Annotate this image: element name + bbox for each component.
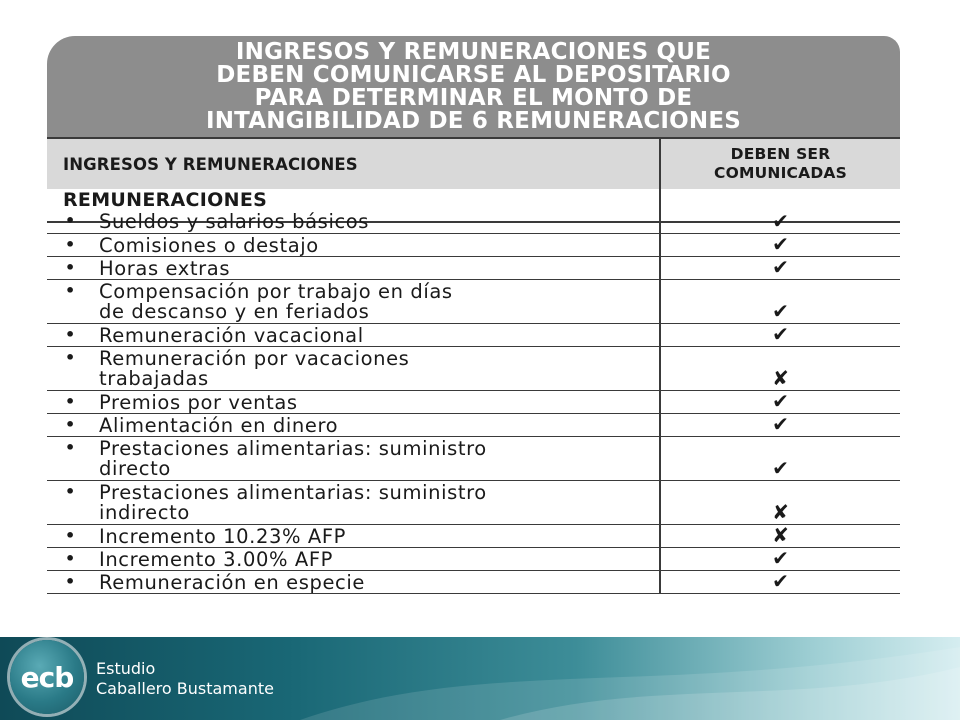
row-text-line1: Alimentación en dinero — [99, 414, 339, 437]
table-row — [47, 234, 900, 257]
table-row — [47, 324, 900, 347]
row-status-cell — [659, 481, 900, 524]
ecb-logo-text: ecb — [20, 660, 74, 694]
row-text-line1: Remuneración por vacaciones — [99, 347, 410, 370]
table-row — [47, 548, 900, 571]
bullet-icon: • — [65, 211, 76, 230]
row-label-cell — [47, 257, 659, 279]
table-row — [47, 414, 900, 437]
row-label-cell — [47, 481, 659, 524]
row-text-line1: Sueldos y salarios básicos — [99, 210, 370, 233]
checkmark-icon: ✔ — [772, 389, 789, 413]
bullet-icon: • — [65, 526, 76, 545]
bullet-icon: • — [65, 572, 76, 591]
bullet-icon: • — [65, 235, 76, 254]
row-status-cell — [659, 187, 900, 233]
cross-icon: ✘ — [772, 366, 789, 390]
row-label-cell — [47, 324, 659, 346]
checkmark-icon: ✔ — [772, 456, 789, 480]
table-row — [47, 187, 900, 234]
row-status-cell — [659, 571, 900, 593]
row-text-line1: Prestaciones alimentarias: suministro — [99, 437, 487, 460]
row-label-cell — [47, 437, 659, 480]
header-deben-ser-comunicadas — [659, 139, 900, 189]
bullet-icon: • — [65, 258, 76, 277]
row-status-cell — [659, 280, 900, 323]
table-row — [47, 347, 900, 391]
header-col2-line1: DEBEN SER — [730, 145, 831, 163]
table-body — [47, 187, 900, 610]
row-status-cell — [659, 257, 900, 279]
header-ingresos-label: INGRESOS Y REMUNERACIONES — [63, 154, 358, 174]
row-text-line1: Prestaciones alimentarias: suministro — [99, 481, 487, 504]
row-text-line1: Compensación por trabajo en días — [99, 280, 453, 303]
bullet-icon: • — [65, 438, 76, 457]
bullet-icon: • — [65, 549, 76, 568]
row-label-cell — [47, 571, 659, 593]
bullet-icon: • — [65, 281, 76, 300]
table-row — [47, 257, 900, 280]
row-status-cell — [659, 525, 900, 547]
row-label-cell — [47, 234, 659, 256]
cross-icon: ✘ — [772, 500, 789, 524]
footer-banner — [0, 637, 960, 720]
row-status-cell — [659, 347, 900, 390]
section-label-remuneraciones: REMUNERACIONES — [63, 189, 268, 211]
row-text-line2: trabajadas — [99, 367, 209, 390]
table-row — [47, 481, 900, 525]
row-label-cell — [47, 525, 659, 547]
bullet-icon: • — [65, 325, 76, 344]
checkmark-icon: ✔ — [772, 299, 789, 323]
table-row — [47, 525, 900, 548]
row-status-cell — [659, 234, 900, 256]
table-title-line: INGRESOS Y REMUNERACIONES QUE — [235, 38, 712, 65]
checkmark-icon: ✔ — [772, 322, 789, 346]
row-text-line1: Remuneración vacacional — [99, 324, 364, 347]
row-text-line1: Incremento 10.23% AFP — [99, 525, 347, 548]
table-title — [47, 36, 900, 137]
row-status-cell — [659, 391, 900, 413]
bullet-icon: • — [65, 348, 76, 367]
row-text-line1: Horas extras — [99, 257, 231, 280]
remuneraciones-table — [47, 36, 900, 610]
table-title-line: PARA DETERMINAR EL MONTO DE — [254, 84, 693, 111]
brand-line2: Caballero Bustamante — [96, 679, 274, 698]
header-ingresos — [47, 139, 659, 189]
row-label-cell — [47, 187, 659, 233]
header-col2-line2: COMUNICADAS — [714, 164, 847, 182]
table-row — [47, 437, 900, 481]
row-status-cell — [659, 414, 900, 436]
row-text-line1: Comisiones o destajo — [99, 234, 319, 257]
row-status-cell — [659, 437, 900, 480]
row-text-line2: de descanso y en feriados — [99, 300, 370, 323]
table-row — [47, 571, 900, 594]
checkmark-icon: ✔ — [772, 412, 789, 436]
table-title-line: INTANGIBILIDAD DE 6 REMUNERACIONES — [205, 107, 742, 134]
row-text-line2: indirecto — [99, 501, 190, 524]
checkmark-icon: ✔ — [772, 209, 789, 233]
brand-name — [96, 659, 274, 699]
row-label-cell — [47, 414, 659, 436]
row-label-cell — [47, 391, 659, 413]
row-text-line1: Incremento 3.00% AFP — [99, 548, 334, 571]
brand-line1: Estudio — [96, 659, 156, 678]
row-label-cell — [47, 347, 659, 390]
row-label-cell — [47, 280, 659, 323]
row-text-line1: Premios por ventas — [99, 391, 298, 414]
checkmark-icon: ✔ — [772, 255, 789, 279]
row-status-cell — [659, 324, 900, 346]
row-text-line2: directo — [99, 457, 171, 480]
row-text-line1: Remuneración en especie — [99, 571, 365, 594]
row-status-cell — [659, 548, 900, 570]
checkmark-icon: ✔ — [772, 569, 789, 593]
table-title-line: DEBEN COMUNICARSE AL DEPOSITARIO — [216, 61, 731, 88]
table-row — [47, 280, 900, 324]
cross-icon: ✘ — [772, 523, 789, 547]
bullet-icon: • — [65, 392, 76, 411]
table-row — [47, 391, 900, 414]
bullet-icon: • — [65, 482, 76, 501]
bullet-icon: • — [65, 415, 76, 434]
checkmark-icon: ✔ — [772, 546, 789, 570]
ecb-logo — [10, 640, 84, 714]
checkmark-icon: ✔ — [772, 232, 789, 256]
row-label-cell — [47, 548, 659, 570]
